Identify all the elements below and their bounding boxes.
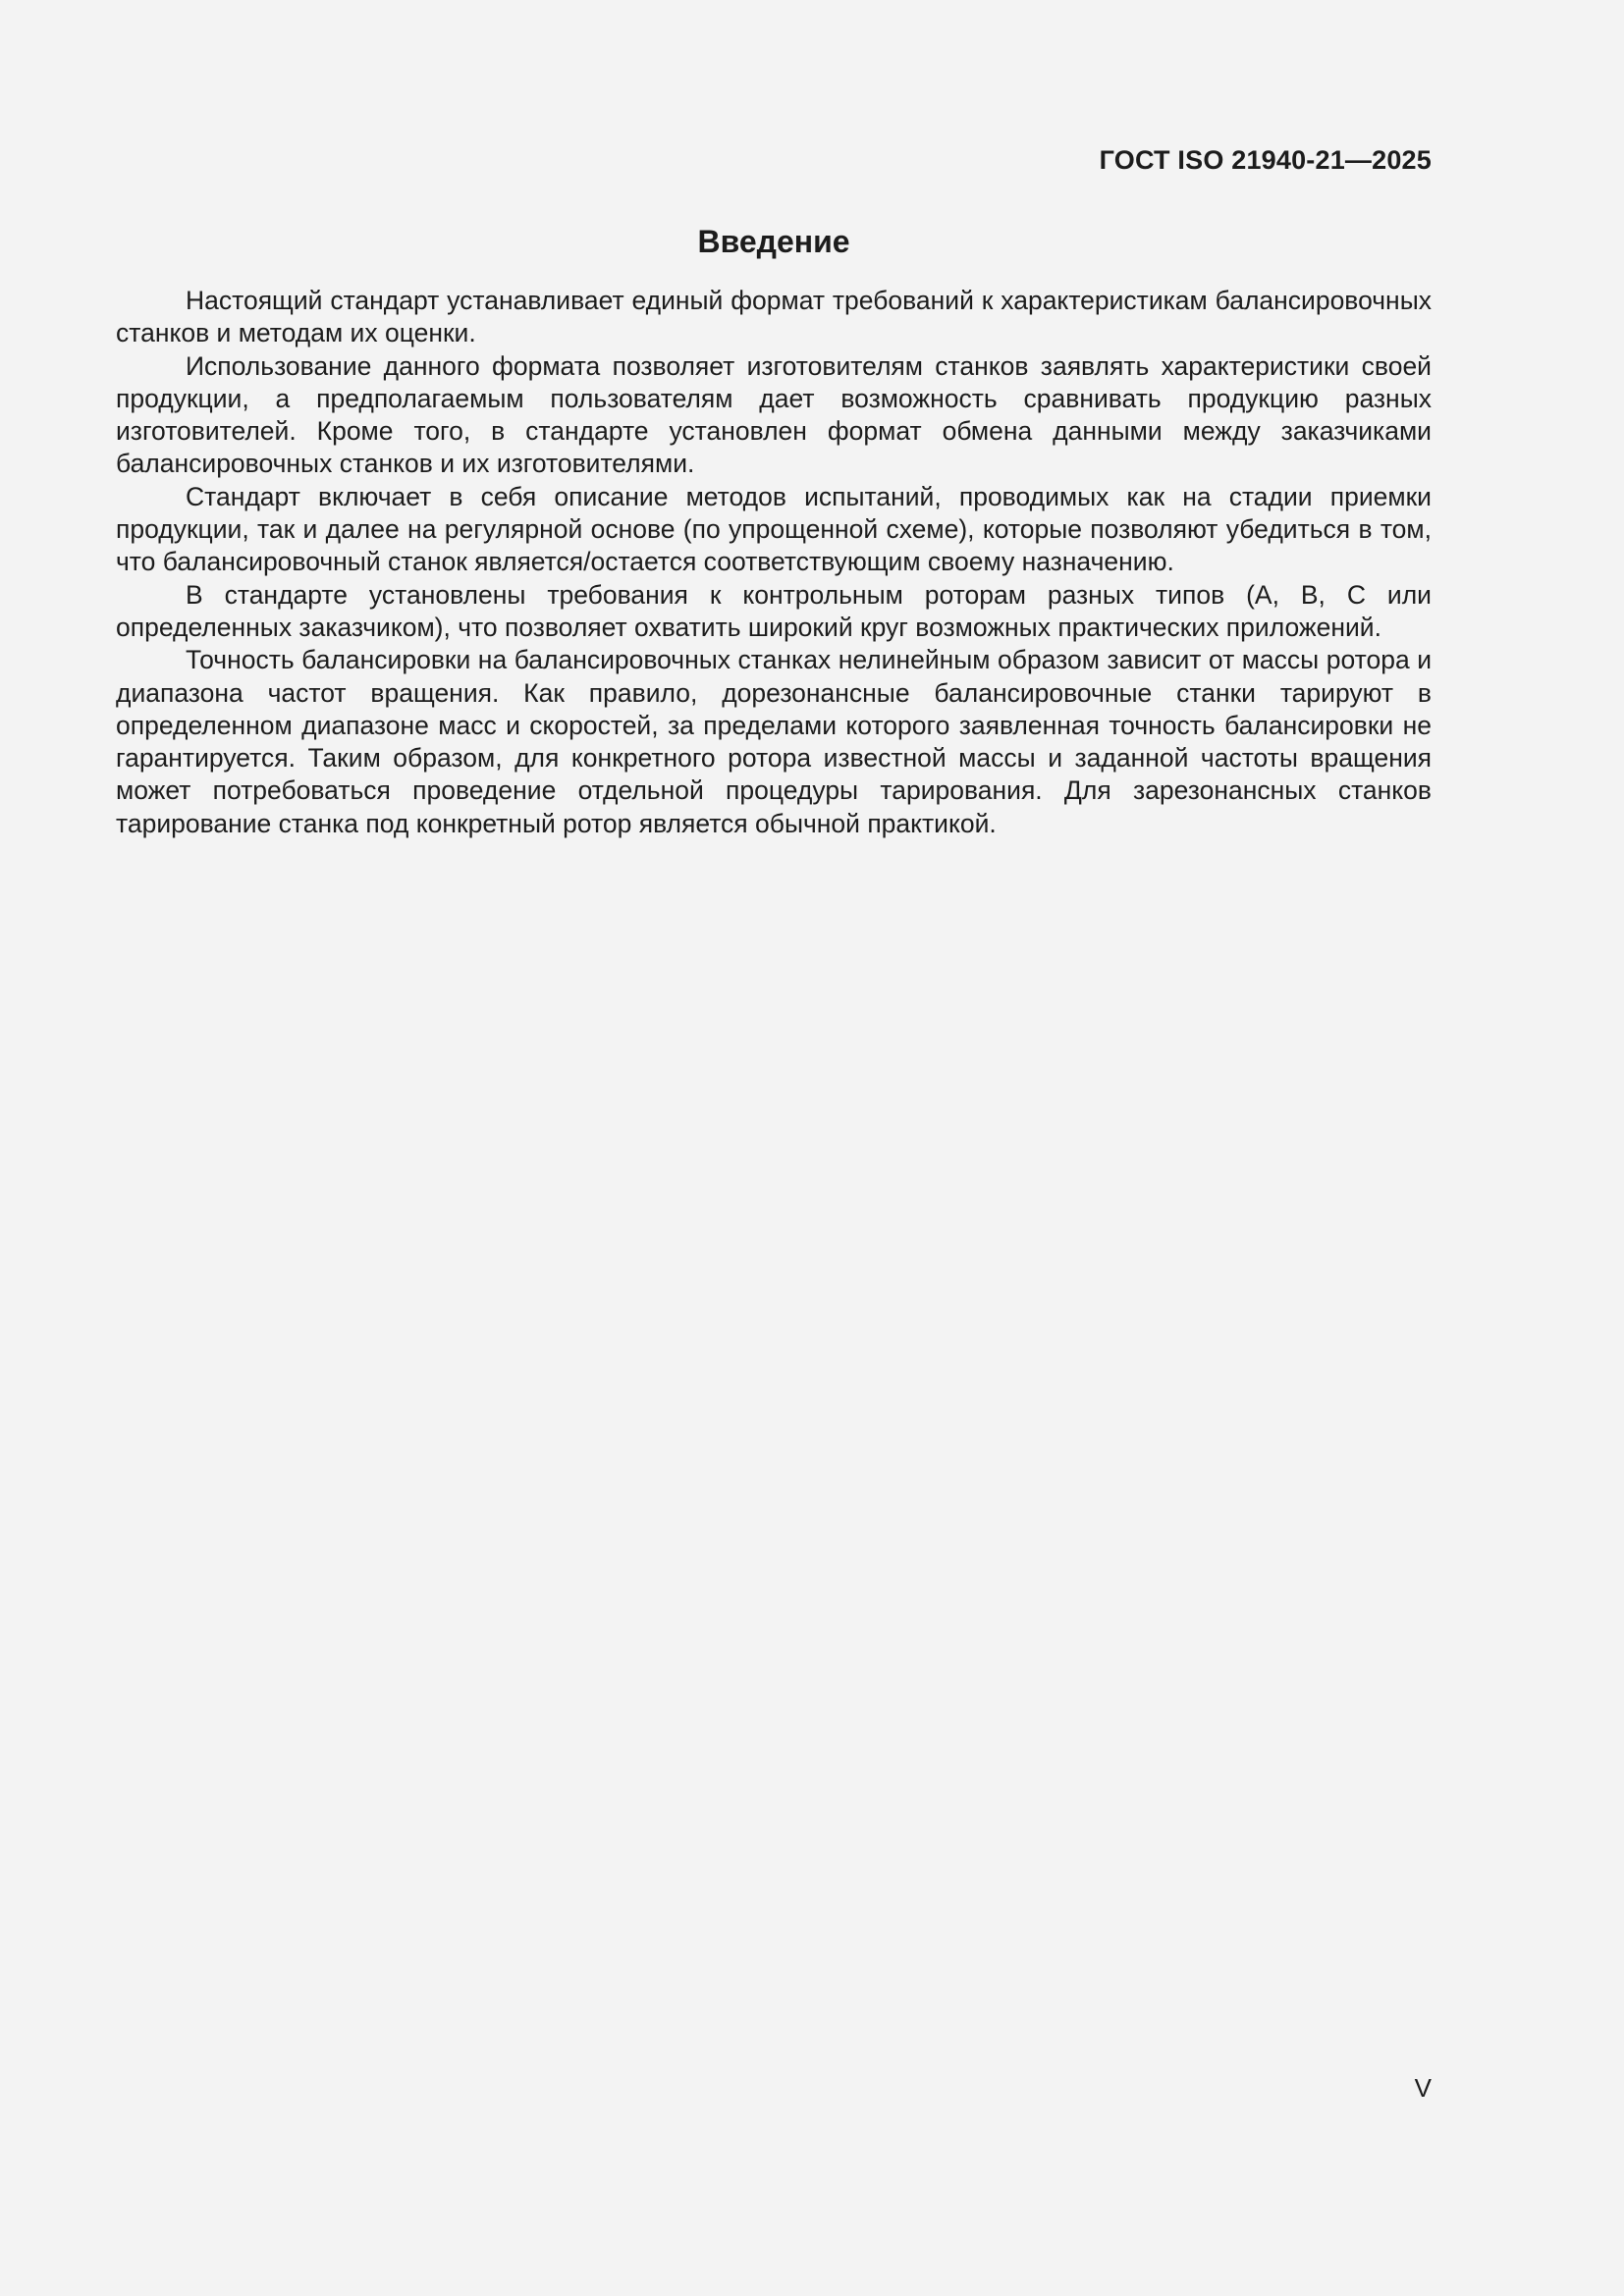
page-number: V: [1414, 2073, 1432, 2103]
paragraph: Точность балансировки на балансировочных станках нелинейным образом зависит от массы ротора и диапазона частот вращения. Как правило, дорезонансные балансировочные станки тарируют в определенном диапазоне масс и скоростей, за пределами которого заявленная точность балансировки не гарантируется. Таким образом, для конкретного ротора известной массы и заданной частоты вращения может потребоваться проведение отдельной процедуры тарирования. Для зарезонансных станков тарирование станка под конкретный ротор является обычной практикой.: [116, 645, 1432, 838]
paragraph: В стандарте установлены требования к контрольным роторам разных типов (А, В, С или определенных заказчиком), что позволяет охватить широкий круг возможных практических приложений.: [116, 579, 1432, 642]
paragraph: Настоящий стандарт устанавливает единый формат требований к характеристикам балансировочных станков и методам их оценки.: [116, 286, 1432, 348]
document-header: ГОСТ ISO 21940-21—2025: [1099, 145, 1432, 175]
paragraph: Использование данного формата позволяет изготовителям станков заявлять характеристики своей продукции, а предполагаемым пользователям дает возможность сравнивать продукцию разных изготовителей. Кроме того, в стандарте установлен формат обмена данными между заказчиками балансировочных станков и их изготовителями.: [116, 350, 1432, 479]
section-title: Введение: [697, 224, 850, 259]
body-text: [116, 285, 1432, 840]
paragraph: Стандарт включает в себя описание методов испытаний, проводимых как на стадии приемки продукции, так и далее на регулярной основе (по упрощенной схеме), которые позволяют убедиться в том, что балансировочный станок является/остается соответствующим своему назначению.: [116, 481, 1432, 577]
